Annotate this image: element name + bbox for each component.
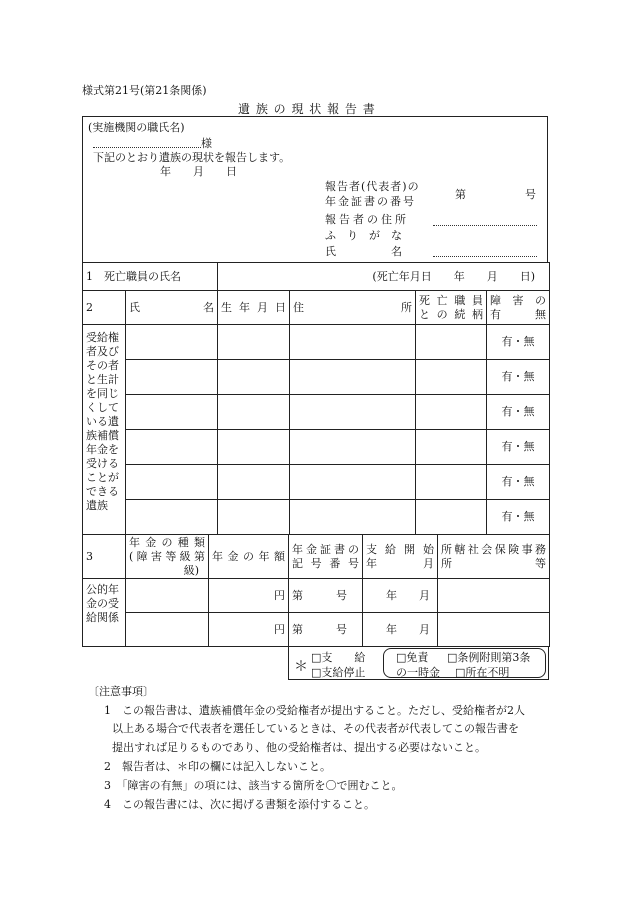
pension-side-label xyxy=(83,579,126,647)
deceased-name-label: 1 死亡職員の氏名 xyxy=(83,263,218,291)
go-label: 号 xyxy=(336,622,347,636)
survivors-table xyxy=(82,290,550,535)
stop-checkbox[interactable]: □支給停止 xyxy=(311,666,366,679)
header-disability-2: 有 無 xyxy=(490,307,546,321)
header-disability-1: 障 害 の xyxy=(490,293,546,307)
address-label: 報告者の住所 xyxy=(325,213,409,226)
form-number: 様式第21号(第21条関係) xyxy=(82,84,207,97)
side-line: ことが xyxy=(86,471,119,484)
header-office-1: 所轄社会保険事務 xyxy=(441,542,546,556)
pension-no-label-2: 年金証書の番号 xyxy=(325,195,416,208)
supplementary-checkbox[interactable]: □条例附則第3条 xyxy=(447,651,531,664)
nen-label: 年 xyxy=(386,622,397,636)
side-line: できる xyxy=(86,485,119,498)
lump-sum-label: の一時金 xyxy=(396,666,440,679)
survivor-disability-cell[interactable]: 有・無 xyxy=(487,325,550,360)
survivor-relation-cell[interactable] xyxy=(416,430,487,465)
address-field[interactable] xyxy=(433,225,537,226)
agency-field[interactable] xyxy=(93,147,201,148)
tsuki-label: 月 xyxy=(419,588,430,602)
survivor-disability-cell[interactable]: 有・無 xyxy=(487,395,550,430)
side-line: と生計 xyxy=(86,373,119,386)
side-line: 者及び xyxy=(86,345,119,358)
pension-cert-cell[interactable] xyxy=(289,579,363,613)
pension-go: 号 xyxy=(525,188,536,201)
survivor-birth-cell[interactable] xyxy=(218,500,290,535)
header-start-1: 支給開始 xyxy=(366,542,434,556)
survivor-relation-cell[interactable] xyxy=(416,325,487,360)
side-line: 給関係 xyxy=(86,611,119,624)
side-line: 年金を xyxy=(86,443,119,456)
note-line: 提出すれば足りるものであり、他の受給権者は、提出する必要はないこと。 xyxy=(112,741,486,754)
page-title: 遺 族 の 現 状 報 告 書 xyxy=(238,102,376,116)
survivor-relation-cell[interactable] xyxy=(416,500,487,535)
header-relation xyxy=(416,291,487,325)
section3-number: 3 xyxy=(83,535,126,579)
survivor-relation-cell[interactable] xyxy=(416,465,487,500)
survivor-birth-cell[interactable] xyxy=(218,395,290,430)
survivor-birth-cell[interactable] xyxy=(218,360,290,395)
survivor-disability-cell[interactable]: 有・無 xyxy=(487,500,550,535)
header-relation-2: との続柄 xyxy=(419,307,483,321)
survivor-name-cell[interactable] xyxy=(126,430,218,465)
header-amount: 年金の年額 xyxy=(209,535,289,579)
header-start-2: 年 月 xyxy=(366,556,434,570)
side-line: 金の受 xyxy=(86,597,119,610)
pension-dai: 第 xyxy=(455,188,466,201)
survivors-side-label xyxy=(83,325,126,535)
death-date[interactable]: (死亡年月日 年 月 日) xyxy=(218,263,550,291)
side-line: 族補償 xyxy=(86,429,119,442)
furigana-label: ふ り が な xyxy=(325,229,402,242)
pension-amount-cell[interactable]: 円 xyxy=(209,579,289,613)
name-label: 氏 名 xyxy=(325,245,402,258)
unknown-checkbox[interactable]: □所在不明 xyxy=(455,666,510,679)
pension-office-cell[interactable] xyxy=(438,579,550,613)
header-kind xyxy=(126,535,209,579)
header-office-2: 所 等 xyxy=(441,556,546,570)
header-kind-1: 年金の種類 xyxy=(129,535,205,549)
report-line: 下記のとおり遺族の現状を報告します。 xyxy=(93,151,291,164)
header-birth: 生年月日 xyxy=(218,291,290,325)
agency-label: (実施機関の職氏名) xyxy=(88,121,185,134)
side-line: いる遺 xyxy=(86,415,119,428)
pay-checkbox[interactable]: □支 給 xyxy=(311,651,366,664)
survivor-address-cell[interactable] xyxy=(290,325,416,360)
survivor-name-cell[interactable] xyxy=(126,360,218,395)
pension-office-cell[interactable] xyxy=(438,613,550,647)
header-cert-2: 記号番号 xyxy=(292,556,359,570)
survivor-disability-cell[interactable]: 有・無 xyxy=(487,360,550,395)
dai-label: 第 xyxy=(292,622,303,636)
survivor-name-cell[interactable] xyxy=(126,395,218,430)
header-cert-1: 年金証書の xyxy=(292,542,359,556)
pension-amount-cell[interactable]: 円 xyxy=(209,613,289,647)
pension-start-cell[interactable] xyxy=(363,613,438,647)
survivor-relation-cell[interactable] xyxy=(416,360,487,395)
survivor-address-cell[interactable] xyxy=(290,500,416,535)
section2-number: 2 xyxy=(83,291,126,325)
header-name: 氏 名 xyxy=(126,291,218,325)
survivor-name-cell[interactable] xyxy=(126,325,218,360)
survivor-relation-cell[interactable] xyxy=(416,395,487,430)
pension-start-cell[interactable] xyxy=(363,579,438,613)
asterisk-mark: ＊ xyxy=(294,659,308,675)
survivor-disability-cell[interactable]: 有・無 xyxy=(487,465,550,500)
header-office xyxy=(438,535,550,579)
note-line: 4 この報告書には、次に掲げる書類を添付すること。 xyxy=(104,798,375,811)
survivor-birth-cell[interactable] xyxy=(218,430,290,465)
pension-table xyxy=(82,534,550,647)
side-line: 遺族 xyxy=(86,499,108,512)
notes-heading: 〔注意事項〕 xyxy=(88,685,154,698)
note-line: 以上ある場合で代表者を選任しているときは、その代表者が代表してこの報告書を xyxy=(112,722,519,735)
dai-label: 第 xyxy=(292,588,303,602)
nen-label: 年 xyxy=(386,588,397,602)
side-line: その者 xyxy=(86,359,119,372)
survivor-birth-cell[interactable] xyxy=(218,325,290,360)
survivor-address-cell[interactable] xyxy=(290,430,416,465)
survivor-name-cell[interactable] xyxy=(126,500,218,535)
survivor-address-cell[interactable] xyxy=(290,465,416,500)
survivor-birth-cell[interactable] xyxy=(218,465,290,500)
header-kind-3: 級) xyxy=(183,563,199,577)
header-cert xyxy=(289,535,363,579)
survivor-disability-cell[interactable]: 有・無 xyxy=(487,430,550,465)
pension-cert-cell[interactable] xyxy=(289,613,363,647)
sama-label: 様 xyxy=(201,137,212,150)
go-label: 号 xyxy=(336,588,347,602)
exempt-checkbox[interactable]: □免責 xyxy=(396,651,429,664)
pension-kind-cell[interactable] xyxy=(126,579,209,613)
side-line: くして xyxy=(86,401,119,414)
note-line: 2 報告者は、＊印の欄には記入しないこと。 xyxy=(104,760,331,773)
header-address: 住 所 xyxy=(290,291,416,325)
header-start xyxy=(363,535,438,579)
deceased-row xyxy=(82,262,550,291)
tsuki-label: 月 xyxy=(419,622,430,636)
side-line: を同じ xyxy=(86,387,119,400)
note-line: 1 この報告書は、遺族補償年金の受給権者が提出すること。ただし、受給権者が2人 xyxy=(104,704,525,717)
survivor-address-cell[interactable] xyxy=(290,395,416,430)
side-line: 公的年 xyxy=(86,583,119,596)
header-relation-1: 死亡職員 xyxy=(419,293,483,307)
side-line: 受給権 xyxy=(86,331,119,344)
pension-kind-cell[interactable] xyxy=(126,613,209,647)
survivor-address-cell[interactable] xyxy=(290,360,416,395)
header-disability xyxy=(487,291,550,325)
name-field[interactable] xyxy=(433,256,537,257)
pension-no-label: 報告者(代表者)の xyxy=(325,180,420,193)
note-line: 3 「障害の有無」の項には、該当する箇所を〇で囲むこと。 xyxy=(104,779,403,792)
side-line: 受ける xyxy=(86,457,119,470)
report-date: 年 月 日 xyxy=(160,165,237,178)
header-kind-2: (障害等級第 xyxy=(129,549,205,563)
header-box xyxy=(82,116,548,262)
survivor-name-cell[interactable] xyxy=(126,465,218,500)
